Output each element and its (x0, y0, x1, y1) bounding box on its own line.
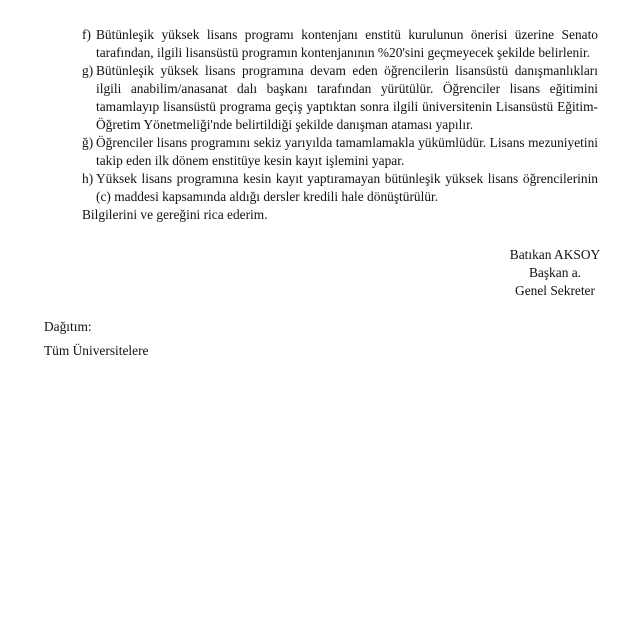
signatory-role: Genel Sekreter (515, 283, 595, 298)
item-f (82, 26, 598, 62)
distribution-block (44, 318, 148, 360)
signatory-name: Batıkan AKSOY (509, 247, 601, 262)
item-label: ğ) (82, 135, 94, 150)
item-g (82, 62, 598, 134)
item-text: Öğrenciler lisans programını sekiz yarıyılda tamamlamakla yükümlüdür. Lisans mezuniyetini takip eden ilk dönem enstitüye kesin kayıt işlemini yapar. (96, 135, 598, 168)
item-label: g) (82, 63, 94, 78)
item-text: Bütünleşik yüksek lisans programına devam eden öğrencilerin lisansüstü danışmanlıkları ilgili anabilim/anasanat dalı başkanı tarafından yürütülür. Öğrenciler lisans eğitimini tamamlayıp lisansüstü programa geçiş yaptıktan sonra ilgili üniversitenin Lisansüstü Eğitim-Öğretim Yönetmeliği'nde belirtildiği şekilde danışman ataması yapılır. (96, 63, 598, 132)
item-label: h) (82, 171, 94, 186)
distribution-heading: Dağıtım: (44, 319, 92, 334)
closing-sentence: Bilgilerini ve gereğini rica ederim. (82, 207, 268, 222)
distribution-recipient: Tüm Üniversitelere (44, 343, 149, 358)
signatory-title: Başkan a. (528, 265, 582, 280)
item-text: Bütünleşik yüksek lisans programı kontenjanı enstitü kurulunun önerisi üzerine Senato tarafından, ilgili lisansüstü programın kontenjanının %20'sini geçmeyecek şekilde belirlenir. (96, 27, 598, 60)
signature-block (480, 246, 630, 300)
item-h (82, 170, 598, 206)
item-g-breve (82, 134, 598, 170)
item-text: Yüksek lisans programına kesin kayıt yaptıramayan bütünleşik yüksek lisans öğrencilerinin (c) maddesi kapsamında aldığı dersler kredili hale dönüştürülür. (96, 171, 598, 204)
article-items (82, 26, 598, 224)
item-label: f) (82, 27, 91, 42)
